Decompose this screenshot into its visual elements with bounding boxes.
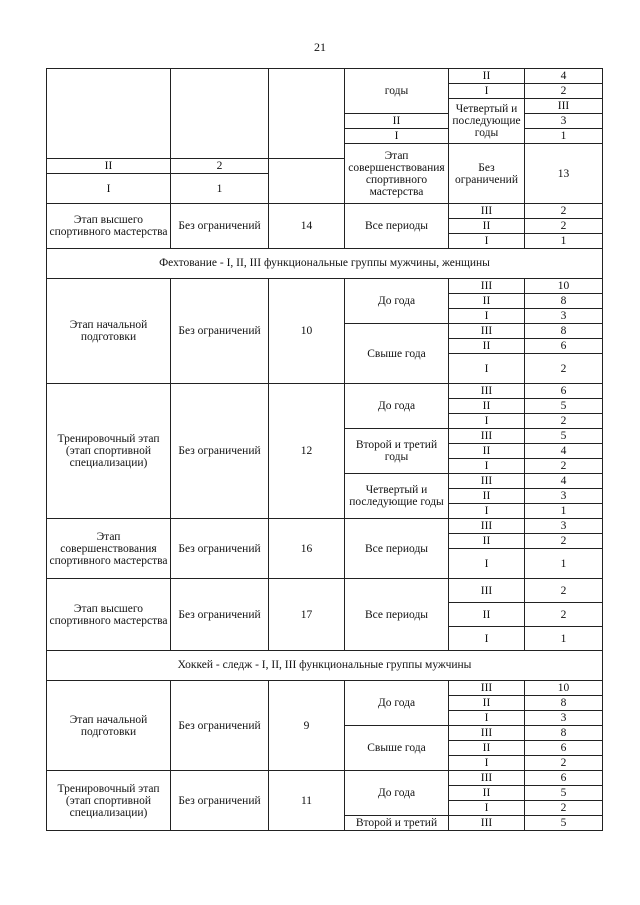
age-cell: Без ограничений (449, 144, 525, 204)
count-cell: 2 (525, 414, 603, 429)
level-cell: II (449, 219, 525, 234)
count-cell: 2 (525, 801, 603, 816)
level-cell: I (345, 129, 449, 144)
count-cell: 10 (525, 279, 603, 294)
min-count-cell: 13 (525, 144, 603, 204)
level-cell: II (449, 444, 525, 459)
period-cell: Второй и третий годы (345, 429, 449, 474)
count-cell: 1 (525, 234, 603, 249)
level-cell: III (449, 204, 525, 219)
level-cell: III (449, 681, 525, 696)
level-cell: III (449, 474, 525, 489)
level-cell: I (449, 414, 525, 429)
stage-cell: Этап высшего спортивного мастерства (47, 204, 171, 249)
count-cell: 2 (525, 84, 603, 99)
table-row (47, 681, 603, 696)
level-cell: I (449, 309, 525, 324)
level-cell: II (345, 114, 449, 129)
table-row (47, 519, 603, 534)
period-cell: До года (345, 384, 449, 429)
table-row (47, 579, 603, 603)
level-cell: II (449, 786, 525, 801)
count-cell: 3 (525, 309, 603, 324)
level-cell: I (449, 627, 525, 651)
level-cell: II (449, 339, 525, 354)
count-cell: 2 (525, 354, 603, 384)
count-cell: 2 (525, 219, 603, 234)
sport-group-heading: Фехтование - I, II, III функциональные группы мужчины, женщины (47, 249, 603, 279)
period-cell: Четвертый и последующие годы (345, 474, 449, 519)
count-cell: 5 (525, 816, 603, 831)
age-cell (171, 69, 269, 159)
stage-cell: Этап совершенствования спортивного мастерства (47, 519, 171, 579)
count-cell: 2 (525, 579, 603, 603)
count-cell: 2 (525, 756, 603, 771)
age-cell: Без ограничений (171, 384, 269, 519)
min-count-cell: 12 (269, 384, 345, 519)
count-cell: 1 (171, 174, 269, 204)
sport-group-heading: Хоккей - следж - I, II, III функциональные группы мужчины (47, 651, 603, 681)
table-row (47, 651, 603, 681)
level-cell: III (449, 384, 525, 399)
level-cell: II (449, 489, 525, 504)
age-cell: Без ограничений (171, 279, 269, 384)
period-cell: До года (345, 681, 449, 726)
count-cell: 8 (525, 294, 603, 309)
age-cell: Без ограничений (171, 681, 269, 771)
level-cell: II (449, 534, 525, 549)
count-cell: 6 (525, 771, 603, 786)
count-cell: 2 (525, 603, 603, 627)
period-cell: Свыше года (345, 324, 449, 384)
count-cell: 6 (525, 741, 603, 756)
level-cell: I (449, 801, 525, 816)
count-cell: 1 (525, 627, 603, 651)
count-cell: 3 (525, 711, 603, 726)
level-cell: II (449, 69, 525, 84)
table-row (47, 249, 603, 279)
period-cell: Четвертый и последующие годы (449, 99, 525, 144)
table-row (47, 279, 603, 294)
level-cell: II (47, 159, 171, 174)
count-cell: 5 (525, 429, 603, 444)
min-count-cell: 9 (269, 681, 345, 771)
table-row (47, 771, 603, 786)
level-cell: II (449, 399, 525, 414)
count-cell: 4 (525, 474, 603, 489)
count-cell: 2 (525, 534, 603, 549)
table-row (47, 69, 603, 84)
level-cell: II (449, 741, 525, 756)
level-cell: III (449, 771, 525, 786)
period-cell: Все периоды (345, 204, 449, 249)
stage-cell: Этап начальной подготовки (47, 279, 171, 384)
count-cell: 8 (525, 324, 603, 339)
level-cell: II (449, 696, 525, 711)
period-cell: До года (345, 771, 449, 816)
age-cell: Без ограничений (171, 519, 269, 579)
count-cell: 6 (525, 384, 603, 399)
level-cell: I (449, 504, 525, 519)
count-cell: 8 (525, 726, 603, 741)
level-cell: I (449, 711, 525, 726)
count-cell: 3 (525, 114, 603, 129)
level-cell: II (449, 603, 525, 627)
age-cell: Без ограничений (171, 771, 269, 831)
period-cell: Второй и третий (345, 816, 449, 831)
period-cell: годы (345, 69, 449, 114)
stage-cell: Этап высшего спортивного мастерства (47, 579, 171, 651)
count-cell: 10 (525, 681, 603, 696)
stage-cell: Этап начальной подготовки (47, 681, 171, 771)
count-cell: 1 (525, 504, 603, 519)
min-count-cell: 11 (269, 771, 345, 831)
min-count-cell: 14 (269, 204, 345, 249)
min-count-cell: 16 (269, 519, 345, 579)
count-cell: 4 (525, 69, 603, 84)
min-count-cell (269, 69, 345, 159)
stage-cell: Тренировочный этап (этап спортивной специализации) (47, 384, 171, 519)
level-cell: III (449, 429, 525, 444)
stage-cell (47, 69, 171, 159)
period-cell: Все периоды (345, 579, 449, 651)
level-cell: III (449, 324, 525, 339)
period-cell: Все периоды (345, 519, 449, 579)
min-count-cell: 17 (269, 579, 345, 651)
stage-cell: Тренировочный этап (этап спортивной специализации) (47, 771, 171, 831)
level-cell: III (449, 519, 525, 534)
level-cell: I (47, 174, 171, 204)
count-cell: 3 (525, 519, 603, 534)
count-cell: 2 (525, 459, 603, 474)
period-cell: Свыше года (345, 726, 449, 771)
level-cell: III (449, 726, 525, 741)
level-cell: I (449, 756, 525, 771)
min-count-cell: 10 (269, 279, 345, 384)
age-cell: Без ограничений (171, 579, 269, 651)
count-cell: 6 (525, 339, 603, 354)
level-cell: II (449, 294, 525, 309)
count-cell: 3 (525, 489, 603, 504)
level-cell: I (449, 459, 525, 474)
count-cell: 5 (525, 786, 603, 801)
count-cell: 8 (525, 696, 603, 711)
count-cell: 5 (525, 399, 603, 414)
level-cell: I (449, 84, 525, 99)
count-cell: 4 (525, 444, 603, 459)
level-cell: I (449, 234, 525, 249)
count-cell: 1 (525, 129, 603, 144)
count-cell: 2 (525, 204, 603, 219)
table-row (47, 204, 603, 219)
level-cell: III (449, 579, 525, 603)
table-row (47, 384, 603, 399)
period-cell: До года (345, 279, 449, 324)
stage-cell: Этап совершенствования спортивного мастерства (345, 144, 449, 204)
level-cell: III (449, 816, 525, 831)
sports-training-table (46, 68, 603, 831)
level-cell: I (449, 354, 525, 384)
level-cell: III (449, 279, 525, 294)
level-cell: I (449, 549, 525, 579)
count-cell: 2 (171, 159, 269, 174)
page-number: 21 (314, 40, 326, 54)
level-cell: III (525, 99, 603, 114)
count-cell: 1 (525, 549, 603, 579)
age-cell: Без ограничений (171, 204, 269, 249)
